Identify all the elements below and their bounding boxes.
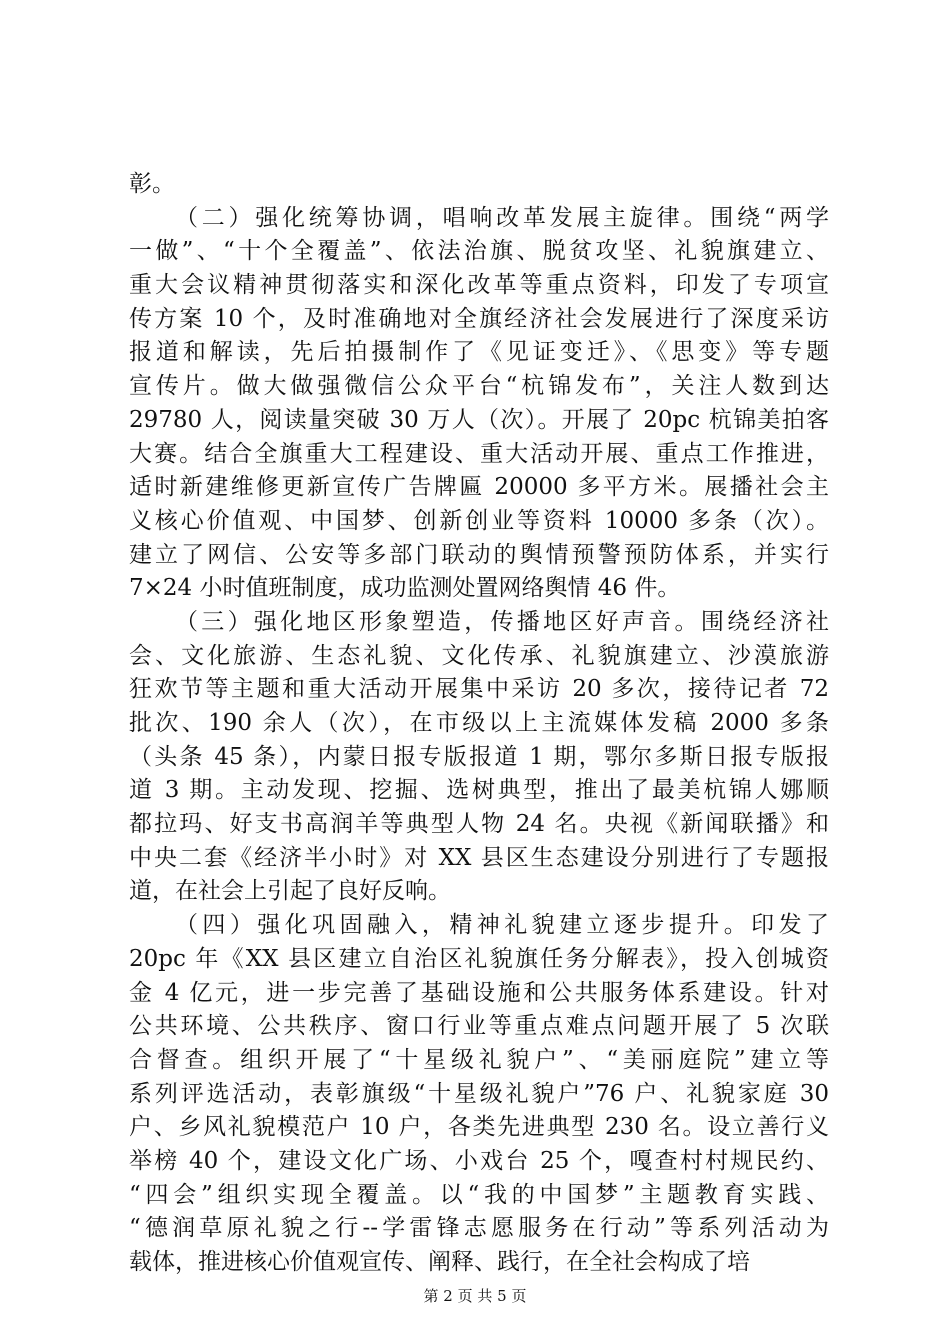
- text-line: 传方案 10 个，及时准确地对全旗经济社会发展进行了深度采访: [129, 305, 829, 332]
- text-line: 举榜 40 个，建设文化广场、小戏台 25 个，嘎查村村规民约、: [129, 1147, 829, 1174]
- text-line: 合督查。组织开展了“十星级礼貌户”、“美丽庭院”建立等: [129, 1046, 829, 1073]
- text-line: 适时新建维修更新宣传广告牌匾 20000 多平方米。展播社会主: [129, 474, 829, 501]
- text-line: 公共环境、公共秩序、窗口行业等重点难点问题开展了 5 次联: [129, 1013, 829, 1040]
- paragraph: [129, 202, 829, 606]
- text-line: （头条 45 条），内蒙日报专版报道 1 期，鄂尔多斯日报专版报: [129, 743, 829, 770]
- paragraph: [129, 168, 829, 202]
- page-footer: [0, 1285, 950, 1306]
- text-line: 报道和解读，先后拍摄制作了《见证变迁》、《思变》等专题: [129, 339, 829, 366]
- text-line: “德润草原礼貌之行--学雷锋志愿服务在行动”等系列活动为: [129, 1215, 829, 1242]
- text-line: 宣传片。做大做强微信公众平台“杭锦发布”，关注人数到达: [129, 373, 829, 400]
- text-line: 一做”、“十个全覆盖”、依法治旗、脱贫攻坚、礼貌旗建立、: [129, 238, 829, 265]
- text-line: 都拉玛、好支书高润羊等典型人物 24 名。央视《新闻联播》和: [129, 811, 829, 838]
- text-line: （二）强化统筹协调，唱响改革发展主旋律。围绕“两学: [175, 204, 829, 231]
- text-line: 批次、190 余人（次），在市级以上主流媒体发稿 2000 多条: [129, 710, 829, 736]
- text-line: 道 3 期。主动发现、挖掘、选树典型，推出了最美杭锦人娜顺: [129, 777, 829, 804]
- page-number: 第 2 页 共 5 页: [423, 1287, 527, 1305]
- text-line: 义核心价值观、中国梦、创新创业等资料 10000 多条（次）。: [129, 507, 829, 534]
- text-line: “四会”组织实现全覆盖。以“我的中国梦”主题教育实践、: [129, 1181, 829, 1208]
- text-line: 建立了网信、公安等多部门联动的舆情预警预防体系，并实行: [129, 541, 829, 568]
- text-line: 彰。: [129, 171, 175, 197]
- text-line: 7×24 小时值班制度，成功监测处置网络舆情 46 件。: [129, 575, 681, 602]
- text-line: 20pc 年《XX 县区建立自治区礼貌旗任务分解表》，投入创城资: [129, 945, 829, 972]
- text-line: 重大会议精神贯彻落实和深化改革等重点资料，印发了专项宣: [129, 272, 829, 299]
- text-line: 载体，推进核心价值观宣传、阐释、践行，在全社会构成了培: [129, 1249, 750, 1275]
- text-line: （三）强化地区形象塑造，传播地区好声音。围绕经济社: [175, 608, 829, 635]
- text-line: 道，在社会上引起了良好反响。: [129, 878, 451, 905]
- text-line: 狂欢节等主题和重大活动开展集中采访 20 多次，接待记者 72: [129, 676, 829, 703]
- text-line: 会、文化旅游、生态礼貌、文化传承、礼貌旗建立、沙漠旅游: [129, 642, 829, 669]
- text-line: 中央二套《经济半小时》对 XX 县区生态建设分别进行了专题报: [129, 844, 829, 871]
- paragraph: [129, 909, 829, 1280]
- text-line: 户、乡风礼貌模范户 10 户，各类先进典型 230 名。设立善行义: [129, 1114, 829, 1141]
- text-line: 大赛。结合全旗重大工程建设、重大活动开展、重点工作推进，: [129, 440, 829, 467]
- text-line: 金 4 亿元，进一步完善了基础设施和公共服务体系建设。针对: [129, 979, 829, 1006]
- document-body: [129, 168, 829, 1280]
- paragraph: [129, 606, 829, 909]
- text-line: 系列评选活动，表彰旗级“十星级礼貌户”76 户、礼貌家庭 30: [129, 1080, 829, 1107]
- text-line: 29780 人，阅读量突破 30 万人（次）。开展了 20pc 杭锦美拍客: [129, 406, 829, 433]
- text-line: （四）强化巩固融入，精神礼貌建立逐步提升。印发了: [175, 912, 829, 939]
